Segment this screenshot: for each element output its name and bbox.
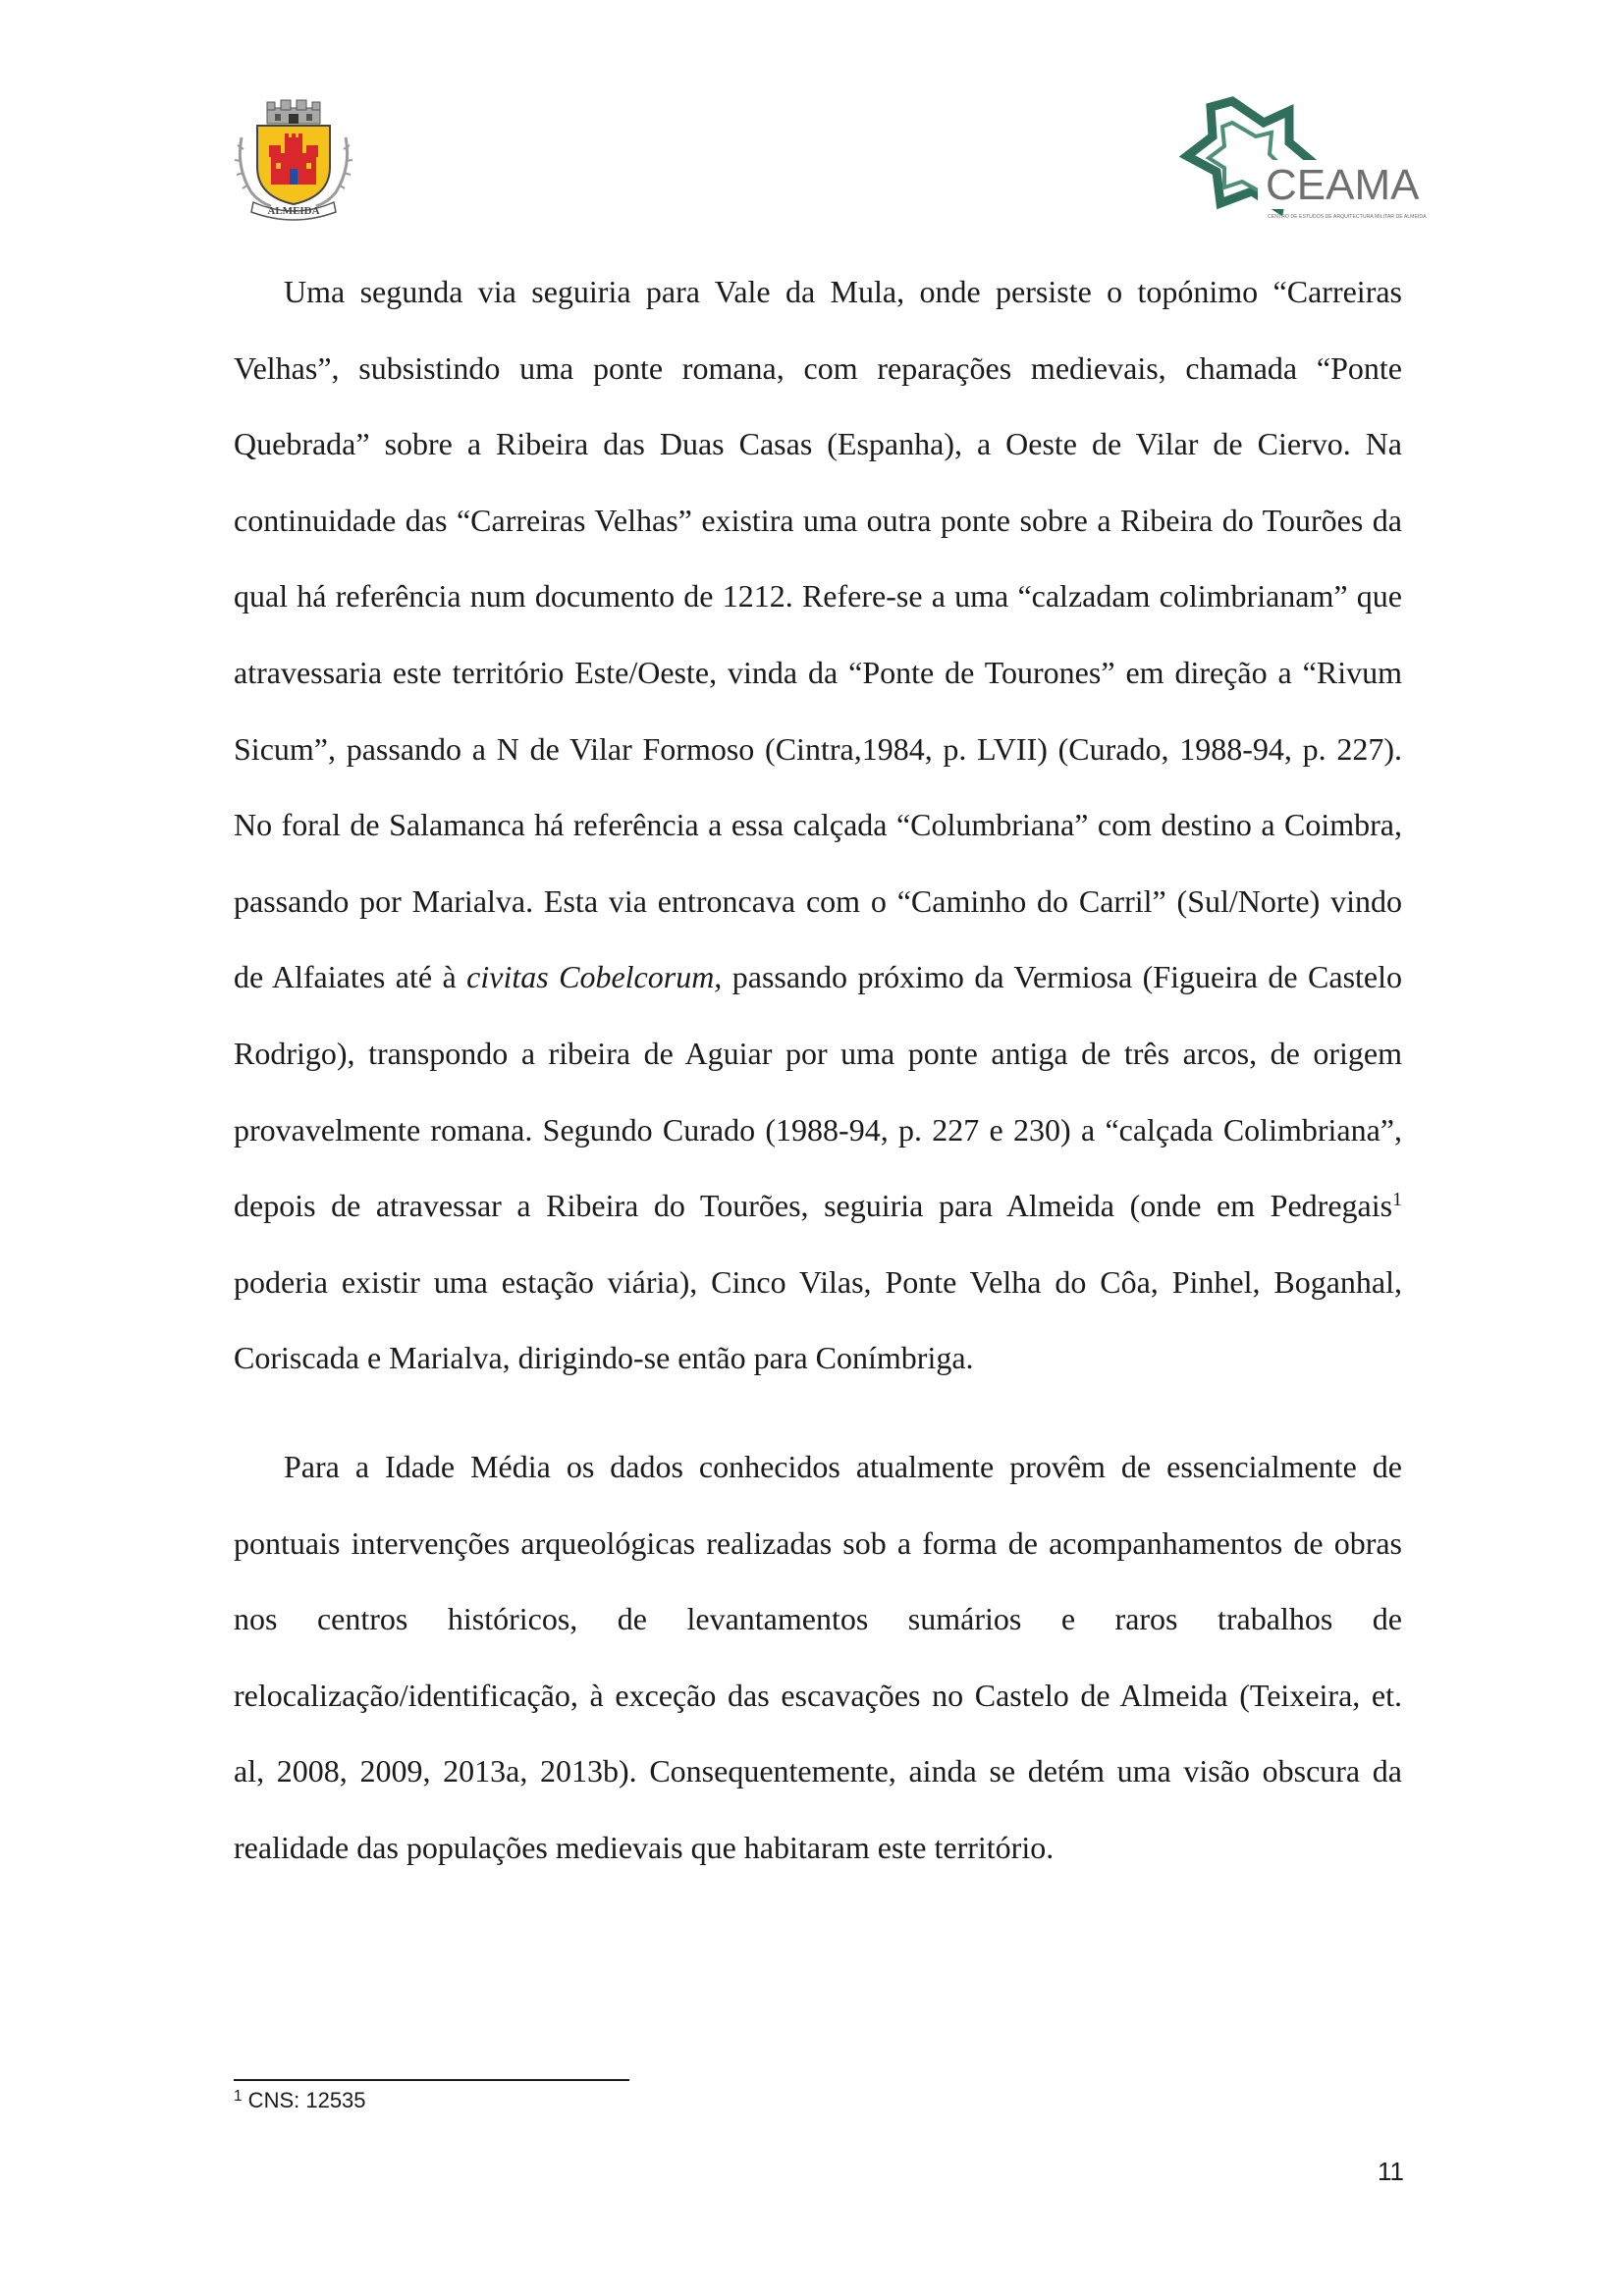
mural-crown xyxy=(267,100,320,124)
ceama-star-logo-icon xyxy=(1173,93,1427,226)
footnote-marker: 1 xyxy=(234,2088,243,2106)
ceama-subtitle: CENTRO DE ESTUDOS DE ARQUITECTURA MILITAR DE ALMEIDA xyxy=(1268,214,1427,220)
paragraph-2: Para a Idade Média os dados conhecidos atualmente provêm de essencialmente de pontuais intervenções arqueológicas realizadas sob a forma de acompanhamentos de obras nos centros históricos, de levantamentos sumários e raros trabalhos de relocalização/identificação, à exceção das escavações no Castelo de Almeida (Teixeira, et. al, 2008, 2009, 2013a, 2013b). Consequentemente, ainda se detém uma visão obscura da realidade das populações medievais que habitaram este território. xyxy=(234,1448,1402,1865)
footnote xyxy=(234,2088,366,2113)
paragraph-1-text-c: poderia existir uma estação viária), Cinco Vilas, Ponte Velha do Côa, Pinhel, Boganhal, Coriscada e Marialva, dirigindo-se então para Conímbriga. xyxy=(234,1263,1402,1376)
paragraph-1-text-a: Uma segunda via seguiria para Vale da Mula, onde persiste o topónimo “Carreiras Velhas”, subsistindo uma ponte romana, com reparações medievais, chamada “Ponte Quebrada” sobre a Ribeira das Duas Casas (Espanha), a Oeste de Vilar de Ciervo. Na continuidade das “Carreiras Velhas” existira uma outra ponte sobre a Ribeira do Tourões da qual há referência num documento de 1212. Refere-se a uma “calzadam colimbrianam” que atravessaria este território Este/Oeste, vinda da “Ponte de Tourones” em direção a “Rivum Sicum”, passando a N de Vilar Formoso (Cintra,1984, p. LVII) (Curado, 1988-94, p. 227). No foral de Salamanca há referência a essa calçada “Columbriana” com destino a Coimbra, passando por Marialva. Esta via entroncava com o “Caminho do Carril” (Sul/Norte) vindo de Alfaiates até à xyxy=(234,274,1402,995)
paragraph-1-text-b: passando próximo da Vermiosa (Figueira de Castelo Rodrigo), transpondo a ribeira de Aguiar por uma ponte antiga de três arcos, de origem provavelmente romana. Segundo Curado (1988-94, p. 227 e 230) a “calçada Colimbriana”, depois de atravessar a Ribeira do Tourões, seguiria para Almeida (onde em Pedregais xyxy=(234,959,1403,1224)
paragraph-1-italic: civitas Cobelcorum, xyxy=(466,959,723,995)
footnote-text: CNS: 12535 xyxy=(242,2088,366,2112)
ceama-wordmark: CEAMA xyxy=(1266,161,1420,209)
footnote-separator xyxy=(234,2079,629,2081)
almeida-coat-of-arms-icon xyxy=(230,98,357,221)
body-text xyxy=(234,254,1402,1886)
page-number: 11 xyxy=(1378,2157,1404,2186)
almeida-ribbon-text: ALMEIDA xyxy=(267,205,320,217)
footnote-reference[interactable]: 1 xyxy=(1392,1189,1402,1211)
paragraph-1 xyxy=(234,254,1402,1397)
